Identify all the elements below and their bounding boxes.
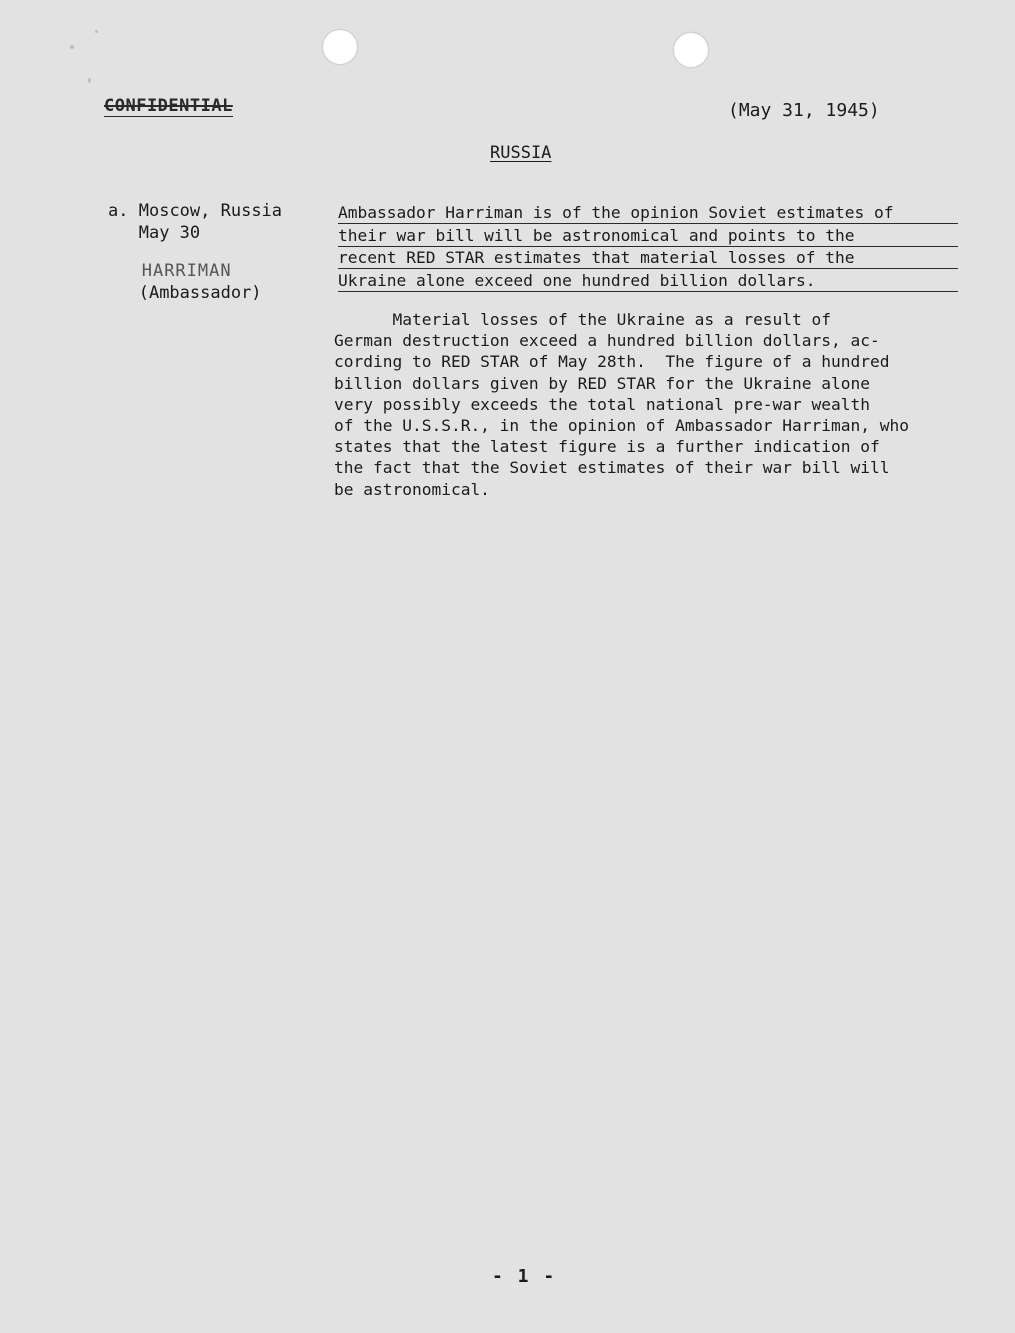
- sender-name: HARRIMAN: [141, 261, 232, 281]
- summary-line: their war bill will be astronomical and points to the: [338, 226, 958, 247]
- source-sender-row: [108, 260, 308, 282]
- source-location-row: [108, 200, 308, 222]
- body-paragraph: [334, 309, 984, 500]
- body-line: Material losses of the Ukraine as a result of: [334, 310, 832, 329]
- body-line: cording to RED STAR of May 28th. The figure of a hundred: [334, 352, 890, 372]
- source-date: May 30: [138, 223, 201, 243]
- source-block: [108, 200, 308, 304]
- item-label: a.: [108, 201, 129, 221]
- body-line: be astronomical.: [334, 479, 490, 499]
- body-line: states that the latest figure is a further indication of: [334, 437, 880, 457]
- section-heading: RUSSIA: [490, 143, 552, 163]
- punch-hole-left: [323, 30, 357, 64]
- punch-hole-right: [674, 33, 708, 67]
- paper-speck: [88, 78, 91, 83]
- body-line: of the U.S.S.R., in the opinion of Ambassador Harriman, who: [334, 416, 909, 436]
- body-line: the fact that the Soviet estimates of their war bill will: [334, 458, 890, 478]
- body-line: very possibly exceeds the total national pre-war wealth: [334, 394, 871, 414]
- summary-paragraph: [338, 203, 958, 293]
- source-date-row: [108, 222, 308, 244]
- body-line: billion dollars given by RED STAR for the Ukraine alone: [334, 373, 871, 393]
- source-sender-title-row: [108, 282, 308, 304]
- classification-marking: CONFIDENTIAL: [104, 96, 233, 116]
- paper-speck: [95, 30, 98, 33]
- summary-line: Ukraine alone exceed one hundred billion dollars.: [338, 271, 958, 292]
- summary-line: recent RED STAR estimates that material losses of the: [338, 248, 958, 269]
- summary-line: Ambassador Harriman is of the opinion Soviet estimates of: [338, 203, 958, 224]
- paper-speck: [70, 45, 74, 49]
- source-location: Moscow, Russia: [138, 201, 283, 221]
- page-number: - 1 -: [492, 1266, 557, 1287]
- body-line: German destruction exceed a hundred billion dollars, ac-: [334, 331, 880, 351]
- document-date: (May 31, 1945): [728, 100, 880, 121]
- sender-title: (Ambassador): [138, 283, 262, 303]
